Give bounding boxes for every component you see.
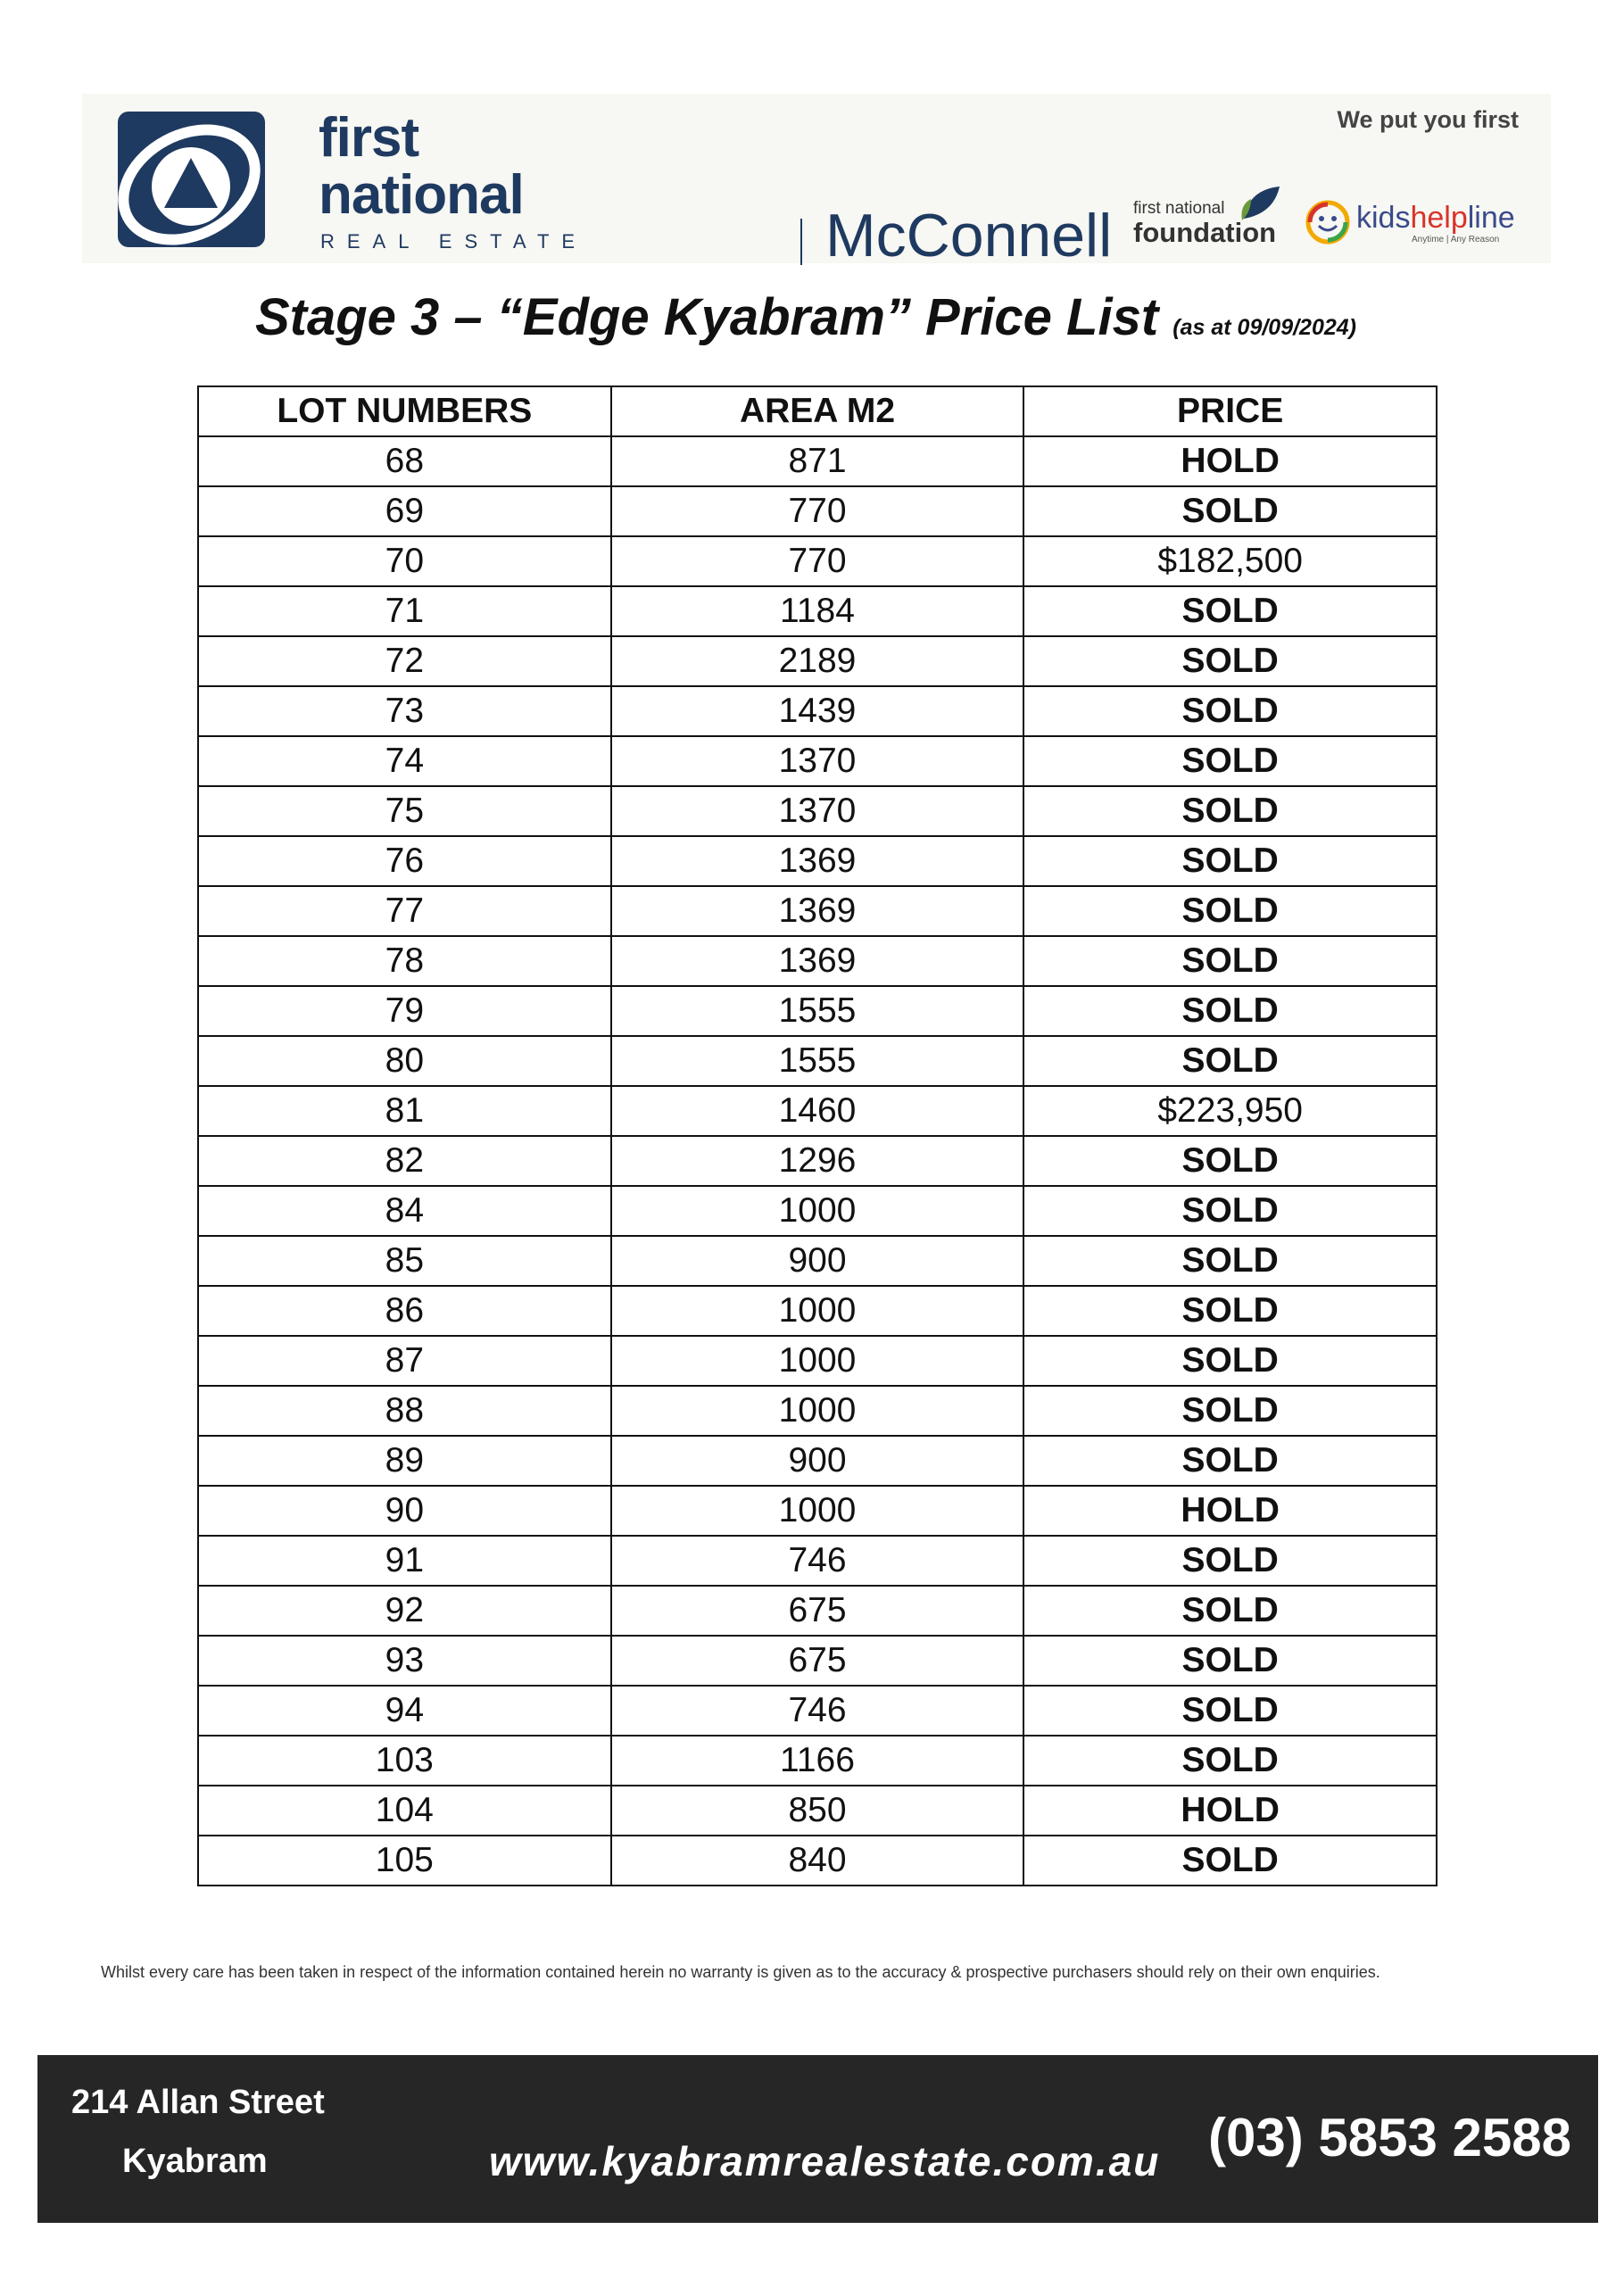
website-link[interactable]: www.kyabramrealestate.com.au	[489, 2138, 1161, 2184]
cell-area: 1460	[611, 1086, 1024, 1136]
brand-national: national	[319, 164, 524, 226]
tagline: We put you first	[1337, 106, 1519, 133]
cell-area: 1369	[611, 936, 1024, 986]
price-table	[197, 385, 1438, 1886]
cell-lot-number: 105	[198, 1836, 611, 1886]
cell-area: 746	[611, 1536, 1024, 1586]
cell-price: SOLD	[1023, 1286, 1437, 1336]
table-row	[198, 1586, 1437, 1636]
cell-area: 1184	[611, 586, 1024, 636]
cell-price: SOLD	[1023, 1436, 1437, 1486]
cell-area: 770	[611, 536, 1024, 586]
address-line-2: Kyabram	[122, 2143, 268, 2180]
table-row	[198, 686, 1437, 736]
cell-price: SOLD	[1023, 986, 1437, 1036]
table-row	[198, 536, 1437, 586]
cell-lot-number: 74	[198, 736, 611, 786]
table-row	[198, 1236, 1437, 1286]
table-row	[198, 836, 1437, 886]
cell-price: SOLD	[1023, 1136, 1437, 1186]
table-row	[198, 1686, 1437, 1736]
cell-price: $182,500	[1023, 536, 1437, 586]
table-row	[198, 1136, 1437, 1186]
title-main: Stage 3 – “Edge Kyabram” Price List	[255, 288, 1159, 346]
table-body	[198, 436, 1437, 1886]
table-row	[198, 1286, 1437, 1336]
cell-price: SOLD	[1023, 486, 1437, 536]
cell-area: 1000	[611, 1386, 1024, 1436]
cell-price: SOLD	[1023, 1336, 1437, 1386]
cell-price: SOLD	[1023, 1736, 1437, 1786]
cell-area: 675	[611, 1586, 1024, 1636]
table-row	[198, 1736, 1437, 1786]
office-name: McConnell	[825, 202, 1113, 269]
cell-lot-number: 71	[198, 586, 611, 636]
table-header-row	[198, 386, 1437, 436]
cell-area: 1555	[611, 986, 1024, 1036]
cell-area: 840	[611, 1836, 1024, 1886]
cell-price: SOLD	[1023, 786, 1437, 836]
cell-price: SOLD	[1023, 636, 1437, 686]
table-row	[198, 1036, 1437, 1086]
cell-area: 1000	[611, 1186, 1024, 1236]
cell-price: HOLD	[1023, 1786, 1437, 1836]
cell-lot-number: 75	[198, 786, 611, 836]
cell-area: 675	[611, 1636, 1024, 1686]
kids-helpline-face-icon	[1305, 199, 1351, 245]
cell-price: SOLD	[1023, 1536, 1437, 1586]
cell-price: SOLD	[1023, 1236, 1437, 1286]
cell-area: 900	[611, 1436, 1024, 1486]
table-row	[198, 1786, 1437, 1836]
footer	[37, 2055, 1598, 2223]
cell-lot-number: 78	[198, 936, 611, 986]
cell-lot-number: 94	[198, 1686, 611, 1736]
cell-lot-number: 91	[198, 1536, 611, 1586]
cell-area: 1555	[611, 1036, 1024, 1086]
cell-lot-number: 85	[198, 1236, 611, 1286]
cell-lot-number: 72	[198, 636, 611, 686]
cell-lot-number: 90	[198, 1486, 611, 1536]
leaf-icon	[1239, 183, 1283, 224]
address-line-1: 214 Allan Street	[71, 2084, 325, 2121]
cell-price: SOLD	[1023, 1186, 1437, 1236]
cell-area: 1166	[611, 1736, 1024, 1786]
cell-price: SOLD	[1023, 936, 1437, 986]
table-row	[198, 986, 1437, 1036]
cell-lot-number: 93	[198, 1636, 611, 1686]
cell-lot-number: 88	[198, 1386, 611, 1436]
first-national-logo-icon	[118, 112, 265, 247]
table-row	[198, 1636, 1437, 1686]
header-lot-numbers: LOT NUMBERS	[198, 386, 611, 436]
table-row	[198, 736, 1437, 786]
cell-lot-number: 68	[198, 436, 611, 486]
cell-area: 1370	[611, 736, 1024, 786]
cell-lot-number: 80	[198, 1036, 611, 1086]
header-banner	[82, 94, 1551, 269]
table-row	[198, 1186, 1437, 1236]
table-row	[198, 1386, 1437, 1436]
cell-price: SOLD	[1023, 886, 1437, 936]
cell-area: 746	[611, 1686, 1024, 1736]
cell-price: SOLD	[1023, 1636, 1437, 1686]
cell-lot-number: 69	[198, 486, 611, 536]
cell-lot-number: 104	[198, 1786, 611, 1836]
cell-lot-number: 86	[198, 1286, 611, 1336]
table-row	[198, 1536, 1437, 1586]
cell-price: SOLD	[1023, 1836, 1437, 1886]
table-row	[198, 1836, 1437, 1886]
khl-kids: kids	[1356, 201, 1411, 235]
header-price: PRICE	[1023, 386, 1437, 436]
cell-area: 1369	[611, 886, 1024, 936]
cell-lot-number: 73	[198, 686, 611, 736]
cell-price: HOLD	[1023, 436, 1437, 486]
table-row	[198, 1336, 1437, 1386]
cell-area: 1296	[611, 1136, 1024, 1186]
cell-lot-number: 84	[198, 1186, 611, 1236]
cell-area: 1000	[611, 1486, 1024, 1536]
disclaimer: Whilst every care has been taken in respect of the information contained herein no warranty is given as to the accuracy & prospective purchasers should rely on their own enquiries.	[101, 1963, 1380, 1981]
brand-real-estate: REAL ESTATE	[320, 230, 588, 253]
cell-lot-number: 77	[198, 886, 611, 936]
cell-price: SOLD	[1023, 1036, 1437, 1086]
page-title	[255, 287, 1356, 347]
phone-number[interactable]: (03) 5853 2588	[1208, 2108, 1571, 2168]
cell-price: SOLD	[1023, 736, 1437, 786]
cell-price: SOLD	[1023, 836, 1437, 886]
title-date: (as at 09/09/2024)	[1172, 315, 1356, 340]
table-row	[198, 436, 1437, 486]
khl-line: line	[1467, 201, 1515, 235]
table-row	[198, 1086, 1437, 1136]
cell-area: 1370	[611, 786, 1024, 836]
cell-lot-number: 70	[198, 536, 611, 586]
brand-divider	[800, 219, 802, 265]
table-row	[198, 1486, 1437, 1536]
cell-price: SOLD	[1023, 686, 1437, 736]
khl-help: help	[1410, 201, 1468, 235]
cell-lot-number: 103	[198, 1736, 611, 1786]
table-row	[198, 636, 1437, 686]
cell-price: SOLD	[1023, 1386, 1437, 1436]
kids-helpline-wordmark	[1356, 201, 1515, 236]
table-row	[198, 786, 1437, 836]
cell-area: 1439	[611, 686, 1024, 736]
cell-area: 1000	[611, 1336, 1024, 1386]
foundation-big-text: foundation	[1133, 217, 1277, 248]
kids-helpline-subtext: Anytime | Any Reason	[1412, 235, 1500, 245]
cell-lot-number: 82	[198, 1136, 611, 1186]
cell-area: 1369	[611, 836, 1024, 886]
cell-area: 850	[611, 1786, 1024, 1836]
cell-price: $223,950	[1023, 1086, 1437, 1136]
cell-price: SOLD	[1023, 586, 1437, 636]
table-row	[198, 486, 1437, 536]
cell-lot-number: 81	[198, 1086, 611, 1136]
table-row	[198, 586, 1437, 636]
cell-price: HOLD	[1023, 1486, 1437, 1536]
table-row	[198, 886, 1437, 936]
foundation-small-text: first national	[1133, 199, 1225, 218]
table-row	[198, 936, 1437, 986]
cell-area: 770	[611, 486, 1024, 536]
cell-lot-number: 79	[198, 986, 611, 1036]
brand-first: first	[319, 107, 419, 169]
cell-lot-number: 87	[198, 1336, 611, 1386]
cell-lot-number: 76	[198, 836, 611, 886]
cell-area: 871	[611, 436, 1024, 486]
cell-area: 2189	[611, 636, 1024, 686]
cell-area: 1000	[611, 1286, 1024, 1336]
cell-lot-number: 92	[198, 1586, 611, 1636]
cell-lot-number: 89	[198, 1436, 611, 1486]
cell-area: 900	[611, 1236, 1024, 1286]
cell-price: SOLD	[1023, 1686, 1437, 1736]
table-row	[198, 1436, 1437, 1486]
cell-price: SOLD	[1023, 1586, 1437, 1636]
header-area: AREA M2	[611, 386, 1024, 436]
